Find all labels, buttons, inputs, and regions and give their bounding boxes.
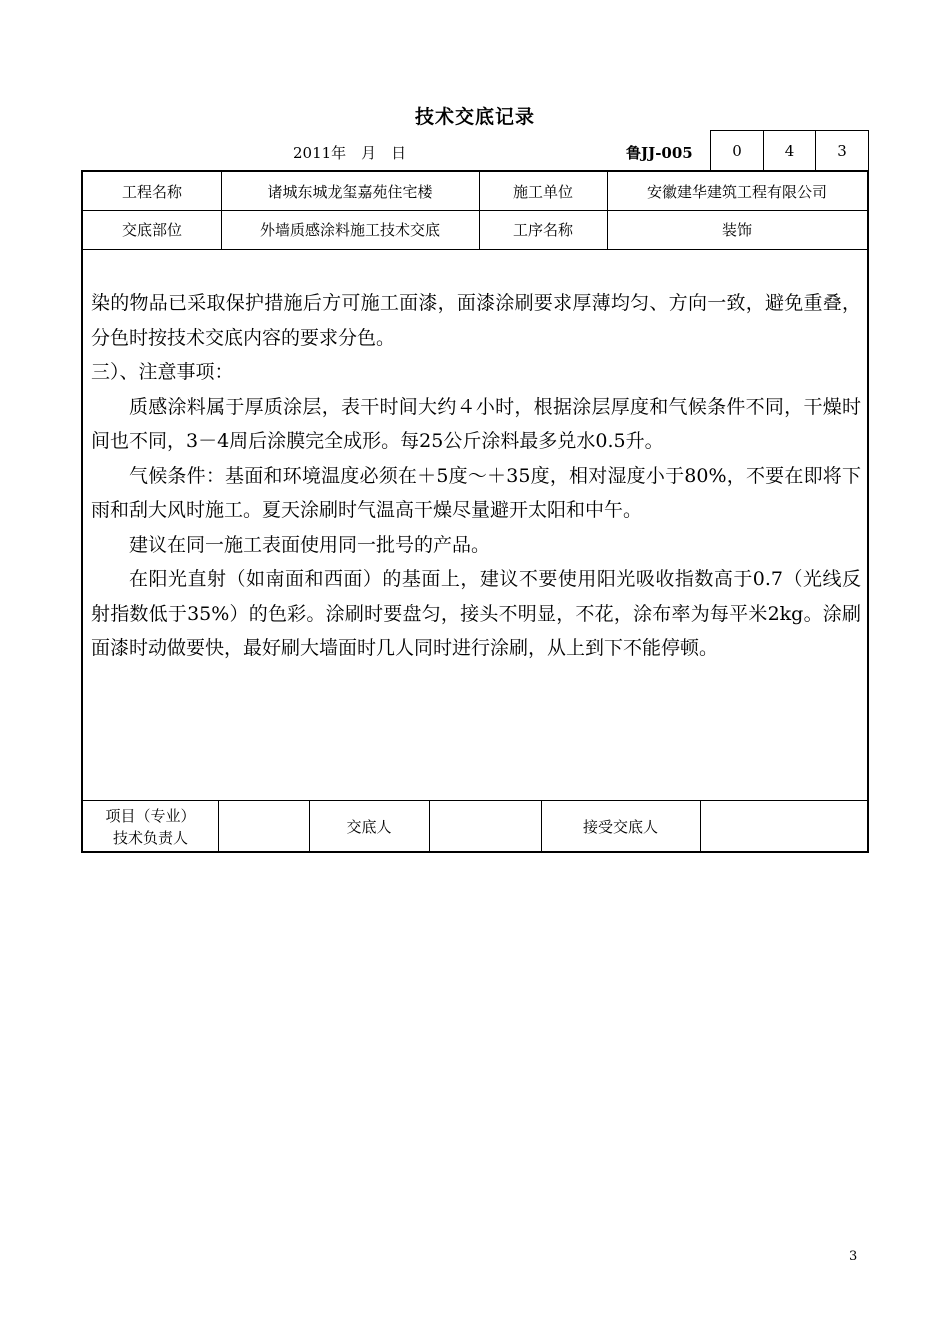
process-name-value: 装饰 bbox=[721, 221, 752, 239]
content-paragraph: 染的物品已采取保护措施后方可施工面漆，面漆涂刷要求厚薄均匀、方向一致，避免重叠，分色时按技术交底内容的要求分色。 bbox=[91, 292, 861, 349]
construction-unit-value: 安徽建华建筑工程有限公司 bbox=[646, 182, 827, 201]
content-paragraph: 气候条件：基面和环境温度必须在＋5度～＋35度，相对湿度小于80%，不要在即将下雨和刮大风时施工。夏天涂刷时气温高干燥尽量避开太阳和中午。 bbox=[91, 464, 861, 521]
briefing-record-table bbox=[81, 170, 869, 853]
code-box-2: 4 bbox=[763, 130, 816, 171]
project-name-value: 诸城东城龙玺嘉苑住宅楼 bbox=[267, 182, 433, 201]
section-heading: 三）、注意事项： bbox=[91, 361, 234, 383]
process-name-label: 工序名称 bbox=[512, 221, 573, 239]
date-line: 2011年 月 日 bbox=[293, 144, 407, 162]
tech-lead-label-line2: 技术负责人 bbox=[112, 828, 188, 847]
project-name-label: 工程名称 bbox=[121, 182, 182, 201]
receiver-label: 接受交底人 bbox=[582, 818, 658, 836]
content-paragraph: 建议在同一施工表面使用同一批号的产品。 bbox=[129, 533, 491, 556]
receiver-signature-field bbox=[700, 800, 867, 853]
code-box-3: 3 bbox=[815, 130, 869, 171]
form-code: 鲁JJ-005 bbox=[626, 144, 693, 162]
briefing-content bbox=[91, 286, 861, 666]
briefer-signature-field bbox=[429, 800, 541, 853]
row-divider bbox=[83, 249, 867, 250]
briefer-label: 交底人 bbox=[346, 818, 392, 836]
briefing-part-value: 外墙质感涂料施工技术交底 bbox=[259, 221, 440, 239]
briefing-part-label: 交底部位 bbox=[121, 221, 182, 239]
construction-unit-label: 施工单位 bbox=[512, 182, 573, 201]
code-box-1: 0 bbox=[710, 130, 764, 171]
tech-lead-label-line1: 项目（专业） bbox=[105, 806, 196, 825]
tech-lead-signature-field bbox=[218, 800, 309, 853]
page-number: 3 bbox=[849, 1249, 858, 1264]
document-title: 技术交底记录 bbox=[414, 106, 535, 128]
content-paragraph: 在阳光直射（如南面和西面）的基面上，建议不要使用阳光吸收指数高于0.7（光线反射指数低于35%）的色彩。涂刷时要盘匀，接头不明显，不花，涂布率为每平米2kg。涂刷面漆时动做要快，最好刷大墙面时几人同时进行涂刷，从上到下不能停顿。 bbox=[91, 568, 861, 659]
tech-lead-label bbox=[83, 800, 218, 853]
content-paragraph: 质感涂料属于厚质涂层，表干时间大约４小时，根据涂层厚度和气候条件不同，干燥时间也不同，3－4周后涂膜完全成形。每25公斤涂料最多兑水0.5升。 bbox=[91, 395, 861, 452]
